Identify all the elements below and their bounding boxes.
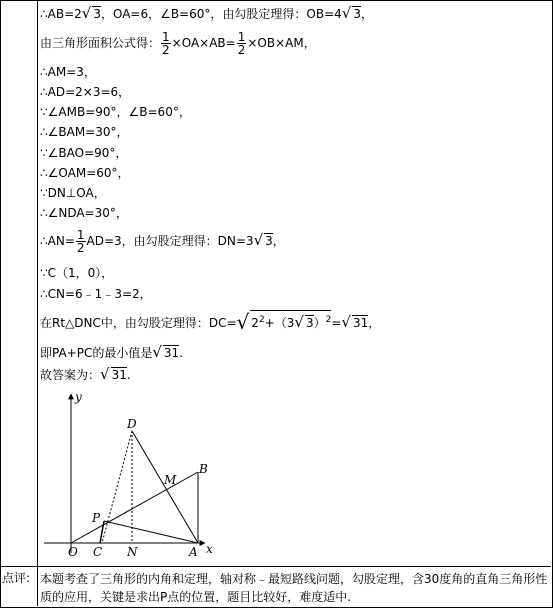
- solution-line-14: [40, 308, 380, 337]
- solution-line-15: [40, 344, 183, 361]
- numerator: 1: [76, 228, 85, 242]
- text-segment: ）: [313, 316, 326, 330]
- denominator: 2: [237, 43, 246, 57]
- text-segment: 即PA+PC的最小值是: [40, 346, 153, 360]
- radical-sign: √: [341, 4, 352, 22]
- solution-line-2: [40, 28, 316, 58]
- text-segment: AD=3，由勾股定理得：DN=3: [86, 234, 254, 248]
- solution-line-13: ∴CN=6﹣1﹣3=2，: [40, 287, 152, 301]
- text-segment: 由三角形面积公式得：: [40, 36, 161, 50]
- text-segment: ，OA=6，∠B=60°，由勾股定理得：OB=4: [100, 7, 342, 21]
- solution-line-1: [40, 5, 373, 22]
- label-M: M: [164, 473, 177, 487]
- text-segment: ，: [368, 316, 381, 330]
- radicand: [250, 310, 331, 332]
- radicand: 3: [93, 7, 101, 21]
- solution-line-8: ∴∠OAM=60°，: [40, 166, 130, 180]
- solution-line-3: ∴AM=3，: [40, 65, 96, 79]
- radicand: 31: [163, 346, 180, 360]
- label-N: N: [127, 545, 138, 559]
- label-O: O: [68, 545, 78, 559]
- denominator: 2: [76, 241, 85, 255]
- label-x: x: [206, 542, 213, 556]
- exponent: 2: [258, 315, 265, 325]
- text-segment: 2: [251, 316, 259, 330]
- label-P: P: [92, 511, 101, 525]
- solution-line-10: ∴∠NDA=30°，: [40, 206, 128, 220]
- fraction: [76, 229, 86, 254]
- solution-line-9: ∵DN⊥OA，: [40, 186, 106, 200]
- fraction: [161, 31, 171, 56]
- denominator: 2: [162, 43, 170, 57]
- label-D: D: [127, 417, 137, 431]
- text-segment: =: [331, 316, 342, 330]
- radicand: 3: [305, 316, 314, 330]
- radical-sign: √: [294, 313, 304, 331]
- solution-line-12: ∵C（1，0），: [40, 266, 114, 280]
- text-segment: 故答案为：: [40, 368, 101, 382]
- text-segment: ，: [361, 7, 374, 21]
- solution-line-4: ∴AD=2×3=6，: [40, 85, 131, 99]
- text-segment: 在Rt△DNC中，由勾股定理得：DC=: [40, 316, 237, 330]
- label-C: C: [93, 545, 103, 559]
- radical-sign: √: [100, 365, 110, 383]
- radicand: 3: [353, 7, 361, 21]
- solution-line-11: [40, 225, 285, 256]
- solution-line-7: ∵∠BAO=90°，: [40, 146, 128, 160]
- label-A: A: [189, 545, 198, 559]
- comment-label: 点评:: [2, 571, 31, 585]
- segment-OB: [71, 472, 198, 543]
- geometry-figure: [40, 388, 230, 560]
- radical-sign: √: [253, 231, 264, 249]
- segment-PA: [104, 521, 198, 543]
- text-segment: .: [126, 368, 131, 382]
- numerator: 1: [237, 30, 246, 44]
- radical-sign: √: [152, 343, 162, 361]
- text-segment: ×OA×AB=: [171, 36, 236, 50]
- solution-line-16: [40, 366, 131, 383]
- label-y: y: [75, 390, 82, 404]
- radicand: 3: [265, 234, 273, 248]
- exponent: 2: [325, 315, 332, 325]
- comment-text: 本题考查了三角形的内角和定理，轴对称﹣最短路线问题，勾股定理，含30度角的直角三角形性质的应用，关键是求出P点的位置，题目比较好，难度适中.: [40, 572, 548, 604]
- solution-line-5: ∵∠AMB=90°，∠B=60°，: [40, 105, 191, 119]
- row-divider: [0, 566, 551, 567]
- radicand: 31: [111, 368, 127, 382]
- radical-sign: √: [341, 313, 351, 331]
- text-segment: ∴AN=: [40, 234, 75, 248]
- label-B: B: [199, 462, 208, 476]
- fraction: [237, 31, 247, 56]
- segment-AD: [132, 431, 198, 543]
- text-segment: ，: [272, 234, 285, 248]
- text-segment: ×OB×AM，: [247, 36, 316, 50]
- text-segment: +（3: [264, 316, 295, 330]
- radical-sign: √: [81, 4, 92, 22]
- radical-sign: √: [236, 310, 250, 334]
- solution-line-6: ∴∠BAM=30°，: [40, 125, 129, 139]
- text-segment: ∴AB=2: [40, 7, 82, 21]
- numerator: 1: [162, 30, 170, 44]
- text-segment: .: [179, 346, 184, 360]
- radicand: 31: [352, 316, 369, 330]
- column-divider: [37, 0, 38, 606]
